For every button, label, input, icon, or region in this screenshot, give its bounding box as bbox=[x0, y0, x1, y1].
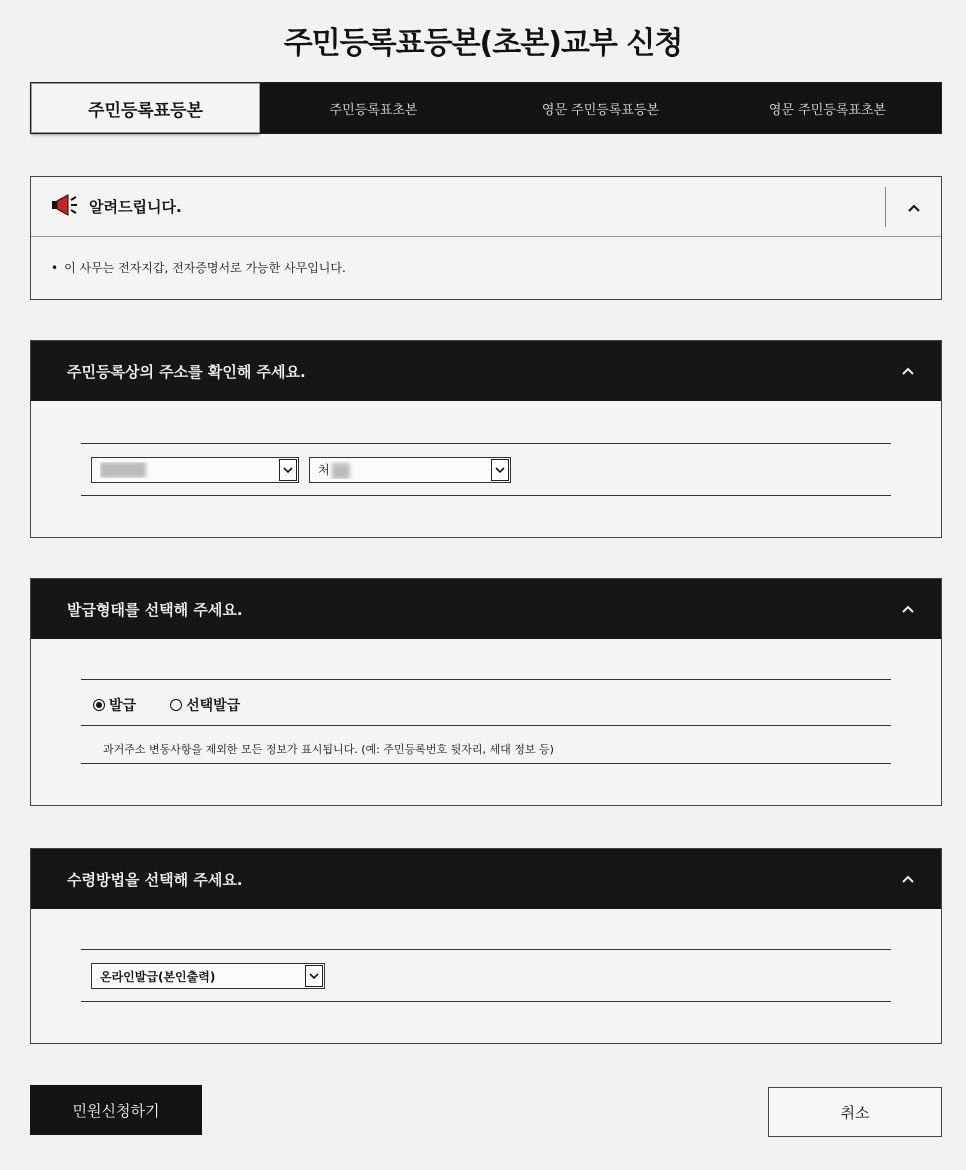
radio-unchecked-icon bbox=[170, 699, 182, 711]
issue-type-section-title: 발급형태를 선택해 주세요. bbox=[67, 600, 243, 619]
address-province-select[interactable] bbox=[91, 457, 299, 483]
notice-title: 알려드립니다. bbox=[89, 198, 182, 216]
redacted-text bbox=[100, 462, 146, 478]
tab-bar bbox=[30, 82, 942, 134]
address-city-value bbox=[318, 461, 491, 479]
cancel-button[interactable]: 취소 bbox=[768, 1087, 942, 1137]
tab-resident-abstract[interactable]: 주민등록표초본 bbox=[329, 102, 418, 118]
receipt-method-select[interactable] bbox=[91, 963, 325, 989]
page-title: 주민등록표등본(초본)교부 신청 bbox=[283, 26, 683, 61]
address-section-header bbox=[31, 341, 941, 401]
radio-selective-issue[interactable] bbox=[170, 695, 240, 715]
chevron-down-icon bbox=[305, 965, 323, 987]
address-city-text: 처 bbox=[318, 463, 330, 478]
divider bbox=[81, 679, 891, 680]
notice-panel bbox=[30, 176, 942, 300]
issue-type-section-header bbox=[31, 579, 941, 639]
tab-english-resident-copy[interactable]: 영문 주민등록표등본 bbox=[541, 102, 660, 118]
submit-application-button[interactable]: 민원신청하기 bbox=[30, 1085, 202, 1135]
divider bbox=[81, 1001, 891, 1002]
tab-english-resident-abstract[interactable]: 영문 주민등록표초본 bbox=[768, 102, 887, 118]
chevron-down-icon bbox=[491, 459, 509, 481]
megaphone-icon bbox=[51, 194, 79, 220]
radio-full-issue-label: 발급 bbox=[109, 698, 137, 714]
receipt-method-section-header bbox=[31, 849, 941, 909]
radio-full-issue[interactable] bbox=[93, 695, 136, 715]
divider bbox=[81, 763, 891, 764]
receipt-method-section bbox=[30, 848, 942, 1044]
radio-checked-icon bbox=[93, 699, 105, 711]
chevron-down-icon bbox=[279, 459, 297, 481]
chevron-up-icon bbox=[901, 361, 915, 380]
notice-text: 이 사무는 전자지갑, 전자증명서로 가능한 사무입니다. bbox=[64, 261, 346, 275]
radio-selective-issue-label: 선택발급 bbox=[186, 698, 241, 714]
address-province-value bbox=[100, 462, 279, 478]
issue-type-description: 과거주소 변동사항을 제외한 모든 정보가 표시됩니다. (예: 주민등록번호 뒷자리, 세대 정보 등) bbox=[103, 743, 554, 756]
address-section-title: 주민등록상의 주소를 확인해 주세요. bbox=[67, 362, 306, 381]
chevron-up-icon bbox=[901, 869, 915, 888]
receipt-method-collapse-button[interactable] bbox=[893, 863, 923, 893]
bullet-icon: • bbox=[51, 261, 59, 275]
chevron-up-icon bbox=[901, 599, 915, 618]
divider bbox=[81, 495, 891, 496]
tab-resident-copy[interactable]: 주민등록표등본 bbox=[31, 83, 260, 133]
divider bbox=[81, 949, 891, 950]
redacted-text bbox=[332, 463, 350, 479]
notice-body bbox=[31, 237, 941, 276]
divider bbox=[81, 443, 891, 444]
address-section bbox=[30, 340, 942, 538]
issue-type-section bbox=[30, 578, 942, 806]
address-collapse-button[interactable] bbox=[893, 355, 923, 385]
notice-collapse-button[interactable] bbox=[885, 187, 941, 227]
issue-type-collapse-button[interactable] bbox=[893, 593, 923, 623]
receipt-method-value: 온라인발급(본인출력) bbox=[100, 969, 216, 984]
receipt-method-section-title: 수령방법을 선택해 주세요. bbox=[67, 870, 243, 889]
issue-type-radio-group bbox=[93, 695, 274, 715]
chevron-up-icon bbox=[907, 198, 921, 217]
divider bbox=[81, 725, 891, 726]
notice-header bbox=[31, 177, 941, 237]
address-city-select[interactable] bbox=[309, 457, 511, 483]
